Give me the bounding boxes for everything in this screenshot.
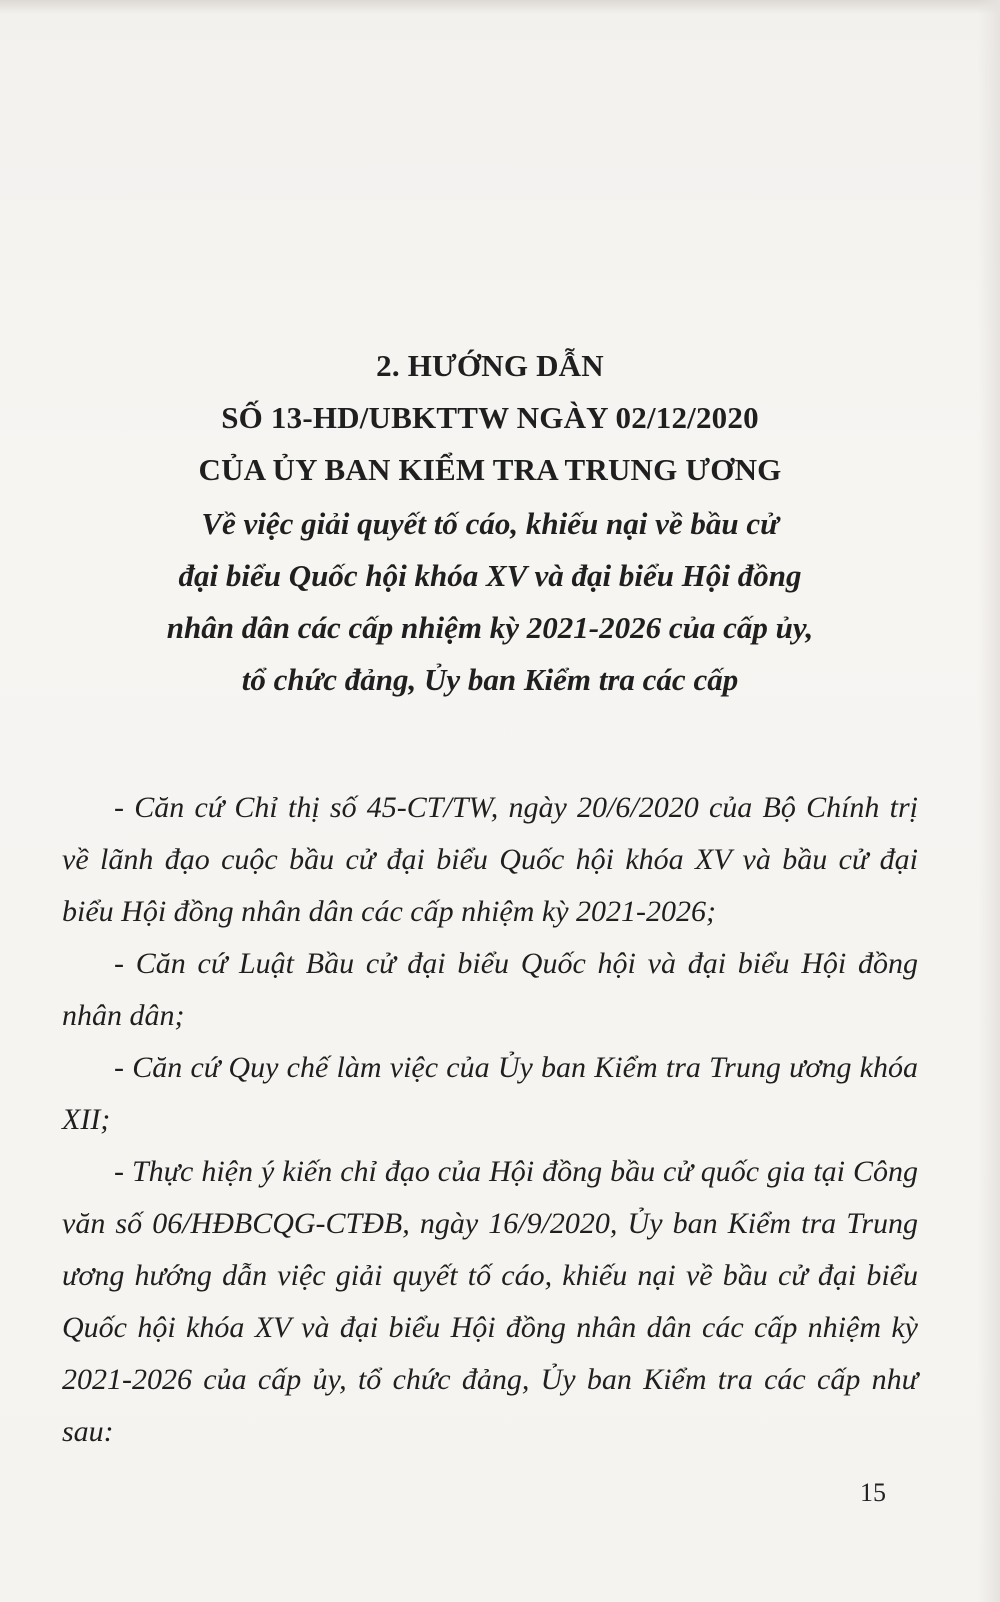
page-right-edge <box>978 0 1000 1602</box>
page-top-shadow <box>0 0 1000 14</box>
paragraph-implementation-guidance: - Thực hiện ý kiến chỉ đạo của Hội đồng bầu cử quốc gia tại Công văn số 06/HĐBCQG-CTĐB, ngày 16/9/2020, Ủy ban Kiểm tra Trung ương hướng dẫn việc giải quyết tố cáo, khiếu nại về bầu cử đại biểu Quốc hội khóa XV và đại biểu Hội đồng nhân dân các cấp nhiệm kỳ 2021-2026 của cấp ủy, tổ chức đảng, Ủy ban Kiểm tra các cấp như sau: <box>62 1155 918 1448</box>
paragraph-legal-basis-working-regulation: - Căn cứ Quy chế làm việc của Ủy ban Kiểm tra Trung ương khóa XII; <box>62 1051 918 1136</box>
document-body <box>62 782 918 1458</box>
subtitle-line-3: nhân dân các cấp nhiệm kỳ 2021-2026 của cấp ủy, <box>166 610 814 645</box>
document-heading <box>62 340 918 496</box>
page-number: 15 <box>860 1478 886 1507</box>
document-subtitle <box>62 498 918 706</box>
page-content <box>62 340 918 1458</box>
paragraph-legal-basis-election-law: - Căn cứ Luật Bầu cử đại biểu Quốc hội và đại biểu Hội đồng nhân dân; <box>62 947 918 1032</box>
subtitle-line-4: tổ chức đảng, Ủy ban Kiểm tra các cấp <box>241 662 739 697</box>
subtitle-line-1: Về việc giải quyết tố cáo, khiếu nại về bầu cử <box>201 506 779 541</box>
heading-line-1: 2. HƯỚNG DẪN <box>376 348 604 383</box>
heading-line-2: SỐ 13-HD/UBKTTW NGÀY 02/12/2020 <box>221 400 759 435</box>
subtitle-line-2: đại biểu Quốc hội khóa XV và đại biểu Hội đồng <box>178 558 802 593</box>
paragraph-legal-basis-directive: - Căn cứ Chỉ thị số 45-CT/TW, ngày 20/6/2020 của Bộ Chính trị về lãnh đạo cuộc bầu cử đại biểu Quốc hội khóa XV và bầu cử đại biểu Hội đồng nhân dân các cấp nhiệm kỳ 2021-2026; <box>62 791 918 928</box>
heading-line-3: CỦA ỦY BAN KIỂM TRA TRUNG ƯƠNG <box>198 452 782 487</box>
